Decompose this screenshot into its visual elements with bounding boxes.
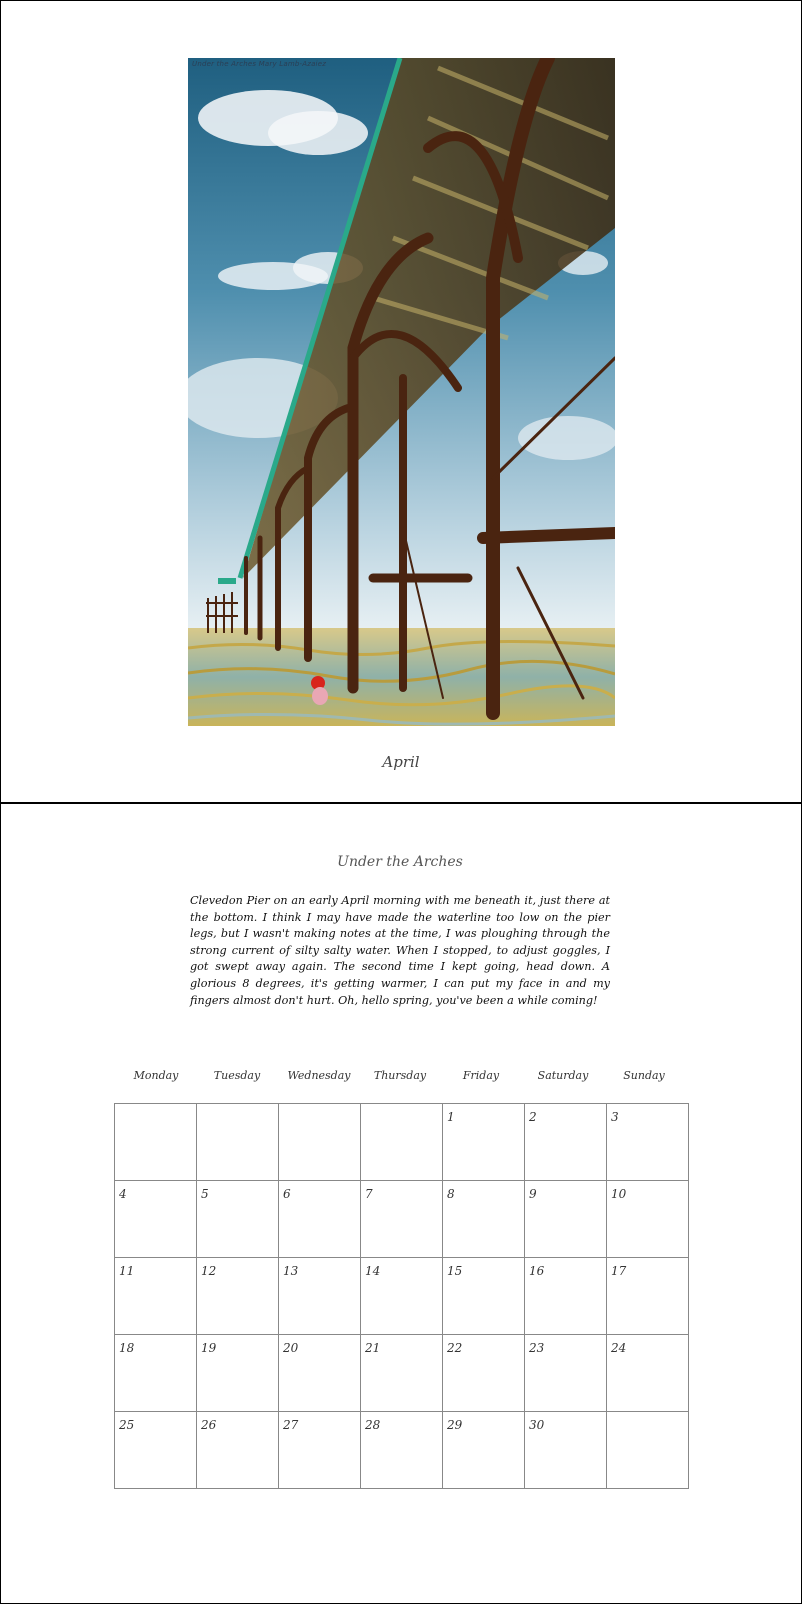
day-cell [361, 1258, 443, 1335]
day-cell [525, 1104, 607, 1181]
day-number: 18 [119, 1341, 135, 1355]
day-number: 2 [529, 1110, 537, 1124]
day-cell [607, 1104, 689, 1181]
swimmer-body [312, 687, 328, 705]
weekday-saturday: Saturday [537, 1069, 589, 1082]
day-number: 15 [447, 1264, 463, 1278]
pier-painting [188, 58, 615, 726]
day-cell [115, 1412, 197, 1489]
weekday-thursday: Thursday [373, 1069, 427, 1082]
day-cell [607, 1335, 689, 1412]
day-number: 20 [283, 1341, 299, 1355]
day-cell [443, 1412, 525, 1489]
painting-signature: Under the Arches Mary Lamb-Azaiez [192, 60, 327, 68]
day-cell [197, 1181, 279, 1258]
week-row [115, 1181, 689, 1258]
day-cell [525, 1335, 607, 1412]
day-cell [443, 1104, 525, 1181]
day-number: 5 [201, 1187, 209, 1201]
day-number: 17 [611, 1264, 627, 1278]
day-cell [279, 1104, 361, 1181]
week-row [115, 1104, 689, 1181]
month-label: April [382, 753, 420, 771]
day-number: 12 [201, 1264, 217, 1278]
day-cell [115, 1335, 197, 1412]
day-cell [361, 1412, 443, 1489]
day-cell [115, 1104, 197, 1181]
day-number: 25 [119, 1418, 135, 1432]
day-number: 4 [119, 1187, 127, 1201]
weekday-wednesday: Wednesday [287, 1069, 351, 1082]
day-number: 30 [529, 1418, 545, 1432]
day-cell [279, 1181, 361, 1258]
article-body: Clevedon Pier on an early April morning with me beneath it, just there at the bottom. I think I may have made the waterline too low on the pier legs, but I wasn't making notes at the time, I was ploughing through the strong current of silty salty water. When I stopped, to adjust goggles, I got swept away again. The second time I kept going, head down. A glorious 8 degrees, it's getting warmer, I can put my face in and my fingers almost don't hurt. Oh, hello spring, you've been a while coming! [190, 894, 610, 1007]
day-cell [279, 1412, 361, 1489]
day-cell [607, 1412, 689, 1489]
day-number: 13 [283, 1264, 299, 1278]
day-number: 16 [529, 1264, 545, 1278]
day-cell [115, 1258, 197, 1335]
day-cell [525, 1412, 607, 1489]
day-cell [443, 1258, 525, 1335]
month-grid [114, 1103, 689, 1489]
day-number: 6 [283, 1187, 291, 1201]
day-number: 7 [365, 1187, 373, 1201]
day-cell [115, 1181, 197, 1258]
week-row [115, 1335, 689, 1412]
day-number: 1 [447, 1110, 455, 1124]
day-cell [279, 1258, 361, 1335]
weekday-sunday: Sunday [623, 1069, 665, 1082]
day-number: 19 [201, 1341, 217, 1355]
day-cell [361, 1104, 443, 1181]
day-cell [279, 1335, 361, 1412]
day-cell [197, 1258, 279, 1335]
day-number: 26 [201, 1418, 217, 1432]
pier-painting-art [188, 58, 615, 726]
weekday-friday: Friday [462, 1069, 500, 1082]
day-number: 24 [611, 1341, 627, 1355]
weekday-monday: Monday [133, 1069, 179, 1082]
day-number: 21 [365, 1341, 381, 1355]
weekday-tuesday: Tuesday [213, 1069, 261, 1082]
day-cell [607, 1181, 689, 1258]
day-cell [443, 1335, 525, 1412]
day-number: 9 [529, 1187, 537, 1201]
day-cell [197, 1335, 279, 1412]
day-cell [197, 1412, 279, 1489]
day-cell [361, 1181, 443, 1258]
day-cell [525, 1258, 607, 1335]
week-row [115, 1258, 689, 1335]
day-cell [525, 1181, 607, 1258]
day-cell [607, 1258, 689, 1335]
day-number: 8 [447, 1187, 455, 1201]
day-cell [361, 1335, 443, 1412]
day-number: 28 [365, 1418, 381, 1432]
week-row [115, 1412, 689, 1489]
day-number: 29 [447, 1418, 463, 1432]
day-cell [443, 1181, 525, 1258]
day-number: 14 [365, 1264, 381, 1278]
day-number: 23 [529, 1341, 545, 1355]
day-cell [197, 1104, 279, 1181]
day-number: 11 [119, 1264, 135, 1278]
day-number: 27 [283, 1418, 299, 1432]
day-number: 10 [611, 1187, 627, 1201]
day-number: 22 [447, 1341, 463, 1355]
day-number: 3 [611, 1110, 619, 1124]
article-title: Under the Arches [337, 854, 463, 870]
